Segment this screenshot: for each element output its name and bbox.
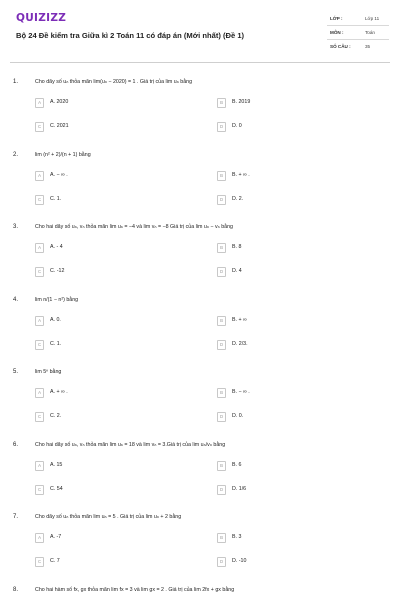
page-title: Bộ 24 Đề kiểm tra Giữa kì 2 Toán 11 có đáp án (Mới nhất) (Đề 1) — [16, 31, 245, 40]
option-letter-box: D — [217, 267, 226, 277]
option-text: A. 0. — [50, 316, 61, 323]
option-text: A. + ∞ . — [50, 389, 68, 395]
option-letter-box: B — [217, 243, 226, 253]
question-text: lim (n² + 2)/(n + 1) bằng — [35, 151, 91, 158]
option-letter-box: D — [217, 412, 226, 422]
question-number: 4. — [13, 296, 19, 303]
option-letter-box: D — [217, 195, 226, 205]
question-text: Cho hai dãy số uₙ, vₙ thỏa mãn lim uₙ = −4 và lim vₙ = −8 Giá trị của lim uₙ − vₙ bằng — [35, 224, 233, 230]
meta-row-class — [327, 12, 389, 26]
question-number: 5. — [13, 369, 19, 375]
option-text: D. 2/3. — [232, 340, 248, 347]
option-text: A. - 4 — [50, 244, 63, 250]
question-number: 7. — [13, 514, 19, 520]
header-divider — [10, 62, 390, 63]
meta-label: MÔN : — [330, 30, 344, 35]
option-text: B. 6 — [232, 461, 242, 468]
option-text: A. 15 — [50, 461, 63, 468]
option-text: D. 0 — [232, 123, 242, 129]
option-letter-box: C — [35, 557, 44, 567]
question-item — [0, 587, 400, 600]
question-item — [0, 514, 400, 589]
question-item — [0, 152, 400, 227]
option-text: B. 3 — [232, 534, 242, 540]
question-text: lim n/(1 − n²) bằng — [35, 296, 79, 303]
question-text: Cho hai dãy số uₙ, vₙ thỏa mãn lim uₙ = 18 và lim vₙ = 3.Giá trị của lim uₙ/vₙ bằng — [35, 441, 226, 448]
option-text: C. 2. — [50, 413, 62, 419]
option-text: C. 7 — [50, 558, 60, 564]
option-letter-box: C — [35, 195, 44, 205]
question-item — [0, 442, 400, 517]
question-item — [0, 79, 400, 154]
option-letter-box: B — [217, 461, 226, 471]
question-text: Cho hai hàm số fx, gx thỏa mãn lim fx = 3 và lim gx = 2 . Giá trị của lim 2fx + gx bằng — [35, 586, 235, 593]
option-letter-box: C — [35, 485, 44, 495]
option-letter-box: A — [35, 171, 44, 181]
option-letter-box: A — [35, 98, 44, 108]
option-letter-box: D — [217, 557, 226, 567]
quizizz-logo: QUIZIZZ — [16, 12, 67, 24]
meta-value: Toán — [365, 30, 375, 35]
option-letter-box: B — [217, 316, 226, 326]
option-letter-box: C — [35, 267, 44, 277]
option-text: C. 2021 — [50, 123, 69, 129]
option-text: C. 54 — [50, 485, 63, 492]
option-text: C. -12 — [50, 268, 65, 274]
question-text: lim 5ⁿ bằng — [35, 369, 62, 375]
option-text: D. 1/6 — [232, 485, 247, 492]
option-text: A. 2020 — [50, 99, 69, 105]
question-text: Cho dãy số uₙ thỏa mãn lim uₙ = 5 . Giá trị của lim uₙ + 2 bằng — [35, 514, 182, 520]
meta-row-subject — [327, 26, 389, 40]
option-letter-box: A — [35, 316, 44, 326]
option-letter-box: A — [35, 533, 44, 543]
option-text: D. -10 — [232, 558, 247, 564]
meta-value: 35 — [365, 44, 371, 49]
option-letter-box: B — [217, 388, 226, 398]
option-text: A. − ∞ . — [50, 171, 68, 178]
option-letter-box: D — [217, 485, 226, 495]
option-text: B. 2019 — [232, 99, 251, 105]
option-letter-box: B — [217, 98, 226, 108]
meta-value: Lớp 11 — [365, 16, 380, 21]
option-letter-box: A — [35, 388, 44, 398]
meta-panel — [327, 12, 389, 53]
question-number: 3. — [13, 224, 19, 230]
option-text: D. 4 — [232, 268, 242, 274]
meta-row-count — [327, 40, 389, 53]
option-text: B. − ∞ . — [232, 389, 250, 395]
question-number: 2. — [13, 151, 19, 158]
question-text: Cho dãy số uₙ thỏa mãn lim(uₙ − 2020) = 1 . Giá trị của lim uₙ bằng — [35, 79, 193, 85]
option-letter-box: C — [35, 412, 44, 422]
option-text: A. -7 — [50, 534, 62, 540]
option-letter-box: D — [217, 340, 226, 350]
question-item — [0, 297, 400, 372]
option-letter-box: C — [35, 340, 44, 350]
option-text: C. 1. — [50, 195, 62, 202]
question-item — [0, 224, 400, 299]
option-text: B. + ∞ — [232, 316, 247, 323]
option-text: D. 2. — [232, 195, 244, 202]
question-number: 1. — [13, 79, 19, 85]
option-letter-box: A — [35, 461, 44, 471]
meta-label: LỚP : — [330, 16, 343, 21]
option-letter-box: A — [35, 243, 44, 253]
question-number: 6. — [13, 441, 19, 448]
option-text: B. 8 — [232, 244, 242, 250]
option-letter-box: B — [217, 171, 226, 181]
question-item — [0, 369, 400, 444]
option-letter-box: B — [217, 533, 226, 543]
meta-label: SỐ CÂU : — [330, 44, 351, 49]
option-letter-box: D — [217, 122, 226, 132]
question-number: 8. — [13, 586, 19, 593]
option-text: C. 1. — [50, 340, 62, 347]
option-text: B. + ∞ . — [232, 171, 250, 178]
option-letter-box: C — [35, 122, 44, 132]
option-text: D. 0. — [232, 413, 244, 419]
